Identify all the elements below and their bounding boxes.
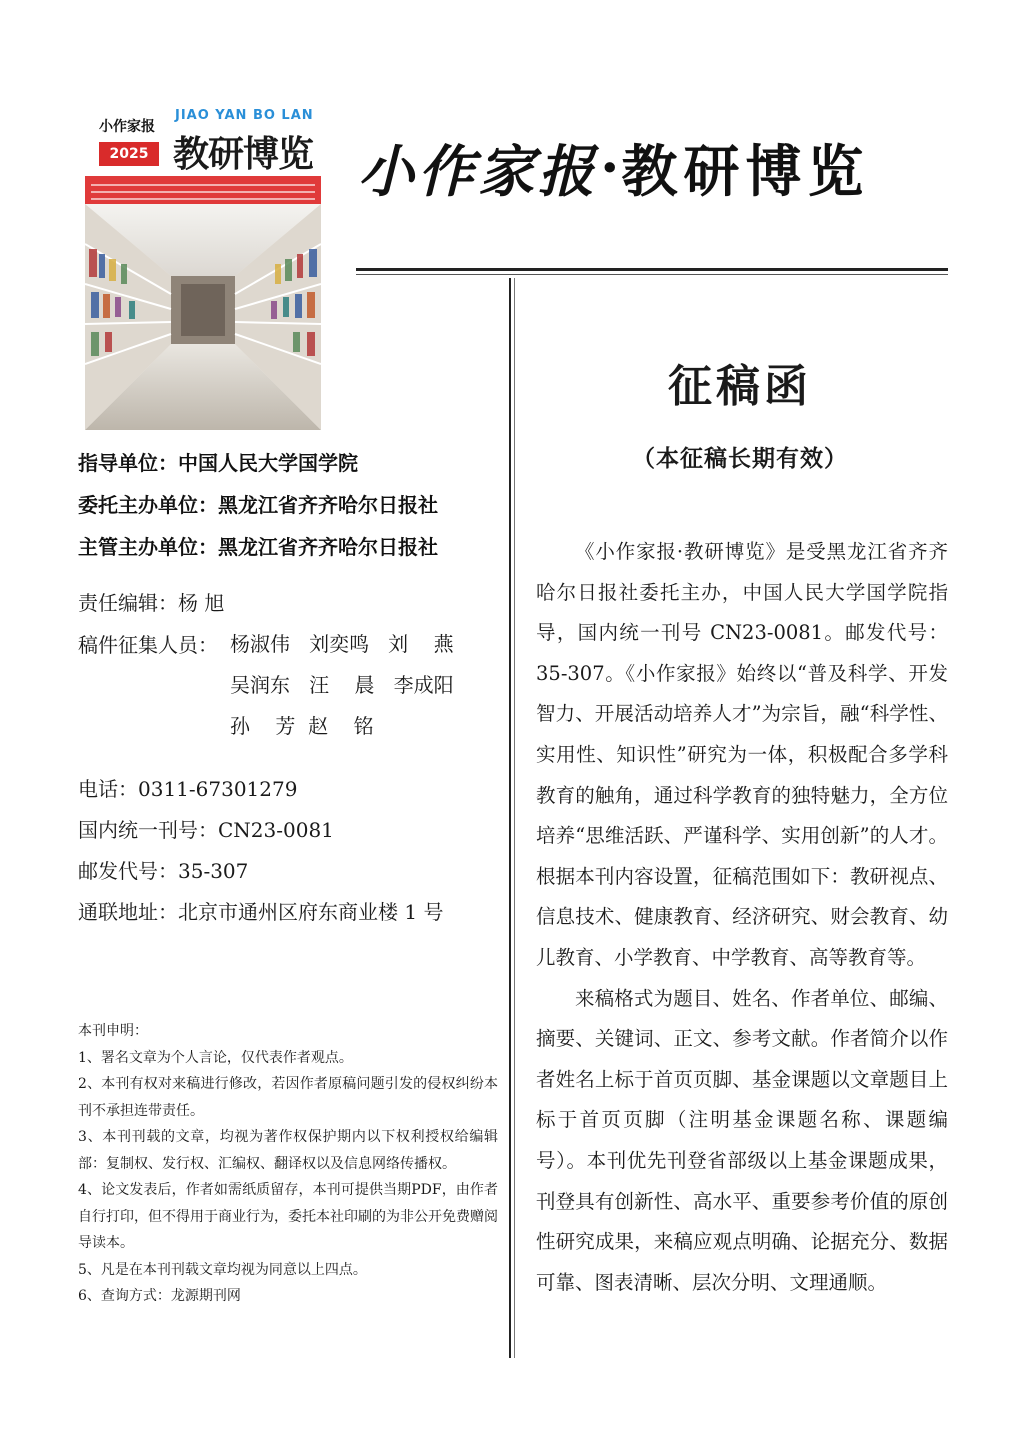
supervisor-unit-label: 主管主办单位：: [78, 535, 218, 559]
commission-unit: [78, 484, 498, 526]
cover-brand: 小作家报: [99, 119, 155, 135]
collectors-label: 稿件征集人员：: [78, 633, 218, 657]
column-divider: [509, 278, 511, 1358]
supervisor-unit-value: 黑龙江省齐齐哈尔日报社: [218, 535, 438, 559]
journal-statement: [78, 1018, 498, 1310]
masthead-title: [358, 128, 948, 208]
masthead-right: 教研博览: [621, 140, 870, 205]
cover-year-badge: 2025: [99, 142, 159, 166]
statement-item: 4、论文发表后，作者如需纸质留存，本刊可提供当期PDF，由作者自行打印，但不得用于商业行为，委托本社印刷的为非公开免费赠阅导读本。: [78, 1182, 498, 1251]
cover-header: [85, 108, 321, 176]
postal-code: 邮发代号：35-307: [78, 859, 249, 883]
call-for-papers-title: 征稿函: [668, 361, 812, 412]
guide-unit: [78, 442, 498, 484]
statement-item: 1、署名文章为个人言论，仅代表作者观点。: [78, 1049, 353, 1066]
commission-unit-value: 黑龙江省齐齐哈尔日报社: [218, 493, 438, 517]
call-for-papers-body: [536, 532, 948, 1303]
statement-item: 2、本刊有权对来稿进行修改，若因作者原稿问题引发的侵权纠纷本刊不承担连带责任。: [78, 1076, 498, 1119]
responsible-editor: 责任编辑：杨 旭: [78, 591, 225, 615]
bookstore-aisle-photo: [85, 204, 321, 430]
masthead-dot: ·: [600, 135, 620, 201]
top-divider-thin: [356, 274, 948, 275]
collectors-line: 吴润东 汪 晨 李成阳: [230, 673, 454, 697]
call-for-papers-subtitle: （本征稿长期有效）: [632, 446, 848, 472]
phone: 电话：0311-67301279: [78, 777, 298, 801]
issn: 国内统一刊号：CN23-0081: [78, 818, 334, 842]
top-divider: [356, 268, 948, 271]
masthead-left: 小作家报: [358, 139, 598, 205]
statement-item: 3、本刊刊载的文章，均视为著作权保护期内以下权利授权给编辑部：复制权、发行权、汇编权、翻译权以及信息网络传播权。: [78, 1129, 498, 1172]
statement-item: 6、查询方式：龙源期刊网: [78, 1288, 241, 1304]
call-paragraph-2: 来稿格式为题目、姓名、作者单位、邮编、摘要、关键词、正文、参考文献。作者简介以作者姓名上标于首页页脚、基金课题以文章题目上标于首页页脚（注明基金课题名称、课题编号）。本刊优先刊登省部级以上基金课题成果，刊登具有创新性、高水平、重要参考价值的原创性研究成果，来稿应观点明确、论据充分、数据可靠、图表清晰、层次分明、文理通顺。: [536, 986, 948, 1294]
commission-unit-label: 委托主办单位：: [78, 493, 218, 517]
call-paragraph-1: 《小作家报·教研博览》是受黑龙江省齐齐哈尔日报社委托主办，中国人民大学国学院指导，国内统一刊号 CN23-0081。邮发代号：35-307。《小作家报》始终以“普及科学、开发智力、开展活动培养人才”为宗旨，融“科学性、实用性、知识性”研究为一体，积极配合多学科教育的触角，通过科学教育的独特魅力，全方位培养“思维活跃、严谨科学、实用创新”的人才。根据本刊内容设置，征稿范围如下：教研视点、信息技术、健康教育、经济研究、财会教育、幼儿教育、小学教育、中学教育、高等教育等。: [536, 540, 948, 969]
collectors-line: 杨淑伟 刘奕鸣 刘 燕: [230, 632, 454, 656]
guide-unit-value: 中国人民大学国学院: [178, 451, 358, 475]
statement-title: 本刊申明：: [78, 1023, 148, 1039]
guide-unit-label: 指导单位：: [78, 451, 178, 475]
collectors-line: 孙 芳 赵 铭: [230, 714, 374, 738]
supervisor-unit: [78, 526, 498, 568]
address: 通联地址：北京市通州区府东商业楼 1 号: [78, 900, 444, 924]
cover-thumbnail: [85, 108, 321, 430]
cover-red-band: [85, 176, 321, 204]
publication-info: [78, 442, 498, 568]
collectors-list: [230, 624, 454, 747]
cover-pinyin: JIAO YAN BO LAN: [175, 108, 314, 123]
cover-title: 教研博览: [173, 134, 314, 175]
column-divider-thin: [514, 278, 515, 1358]
statement-item: 5、凡是在本刊刊载文章均视为同意以上四点。: [78, 1261, 367, 1278]
